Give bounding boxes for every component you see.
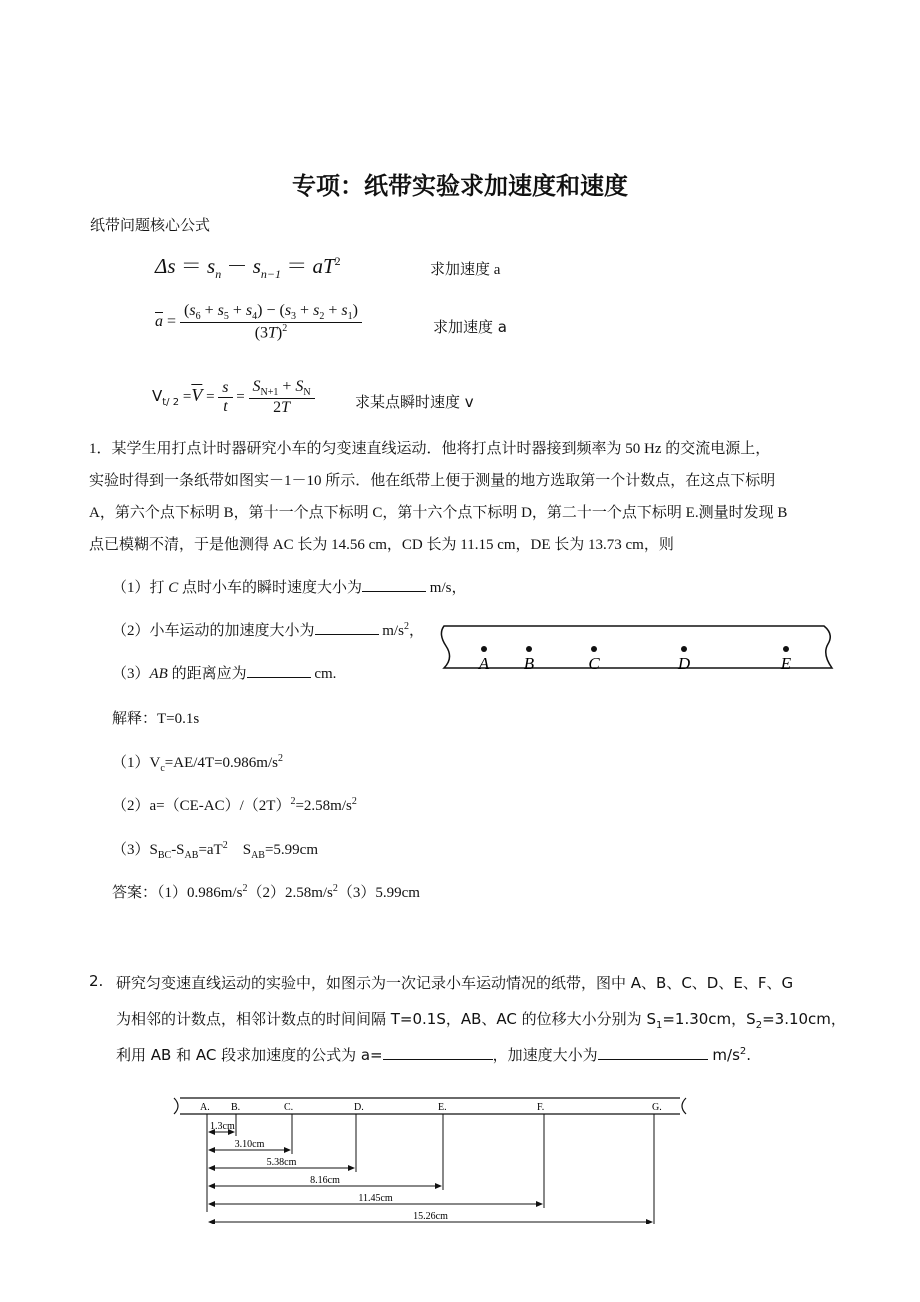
q1-sub-3-unit: cm. bbox=[310, 666, 337, 682]
q1-sub-1-point: C bbox=[168, 580, 179, 596]
q1-explanation-1: $(1)V_c=AE/4T=0.986m/s^2$ bbox=[112, 753, 283, 774]
tape-label-c: C bbox=[588, 654, 600, 673]
e3-a: （3）S bbox=[112, 842, 158, 858]
q1-explanation-title: 解释：T=0.1s bbox=[112, 711, 200, 727]
e1-b: =AE/4T=0.986m/s bbox=[164, 755, 278, 771]
q2-arrowhead-right-3 bbox=[348, 1165, 355, 1171]
q2-point-label-3: C. bbox=[284, 1102, 294, 1113]
q2-measure-label-3: 5.38cm bbox=[266, 1157, 297, 1168]
q2-l2-a: 为相邻的计数点，相邻计数点的时间间隔 T=0.1S，AB、AC 的位移大小分别为 S bbox=[116, 1010, 656, 1028]
formula-3-prefix: V bbox=[152, 387, 163, 406]
q2-point-label-6: F. bbox=[537, 1102, 545, 1113]
e2-b: =2.58m/s bbox=[295, 798, 352, 814]
q2-arrowhead-left-4 bbox=[208, 1183, 215, 1189]
q2-point-label-2: B. bbox=[231, 1102, 241, 1113]
q1-tape-outline bbox=[441, 626, 832, 668]
q2-point-label-5: E. bbox=[438, 1102, 447, 1113]
q1-line-1: 1．某学生用打点计时器研究小车的匀变速直线运动．他将打点计时器接到频率为 50 Hz 的交流电源上， bbox=[89, 441, 771, 457]
ans-b: （2）2.58m/s bbox=[247, 885, 333, 901]
tape-dot-d bbox=[681, 646, 687, 652]
q2-arrowhead-left-5 bbox=[208, 1201, 215, 1207]
formula-average-acceleration: $\overline{a}$ = $\frac{(s_6 + s_5 + s_4) - (s_3 + s_2 + s_1)}{(3T)^2}$ bbox=[155, 302, 362, 343]
formula-1-note: 求加速度 a bbox=[430, 262, 501, 278]
formula-delta-s: $\Delta s = s_n - s_{n-1} = aT^2$ bbox=[155, 254, 341, 282]
q2-arrowhead-left-3 bbox=[208, 1165, 215, 1171]
q2-l3-d: . bbox=[746, 1046, 752, 1064]
tape-dot-a bbox=[481, 646, 487, 652]
q2-point-label-1: A. bbox=[200, 1102, 210, 1113]
formula-instant-velocity: $V_{t/ 2} =\overline{V}$ = $\frac{s}{t}$ = $\frac{S_{N+1} + S_N}{2T}$ bbox=[152, 378, 315, 417]
q2-arrowhead-left-2 bbox=[208, 1147, 215, 1153]
q2-point-label-7: G. bbox=[652, 1102, 662, 1113]
q1-sub-3-seg: AB bbox=[149, 666, 168, 682]
formula-2-note: 求加速度 a bbox=[433, 318, 507, 336]
e3-sub3: AB bbox=[251, 850, 265, 861]
formula-3-sub: t/ 2 bbox=[162, 397, 180, 409]
q1-sub-1-unit: m/s， bbox=[426, 580, 467, 596]
q2-line-3: 利用 AB 和 AC 段求加速度的公式为 a= ，加速度大小为 $m/s^2$. bbox=[116, 1046, 752, 1064]
intro-heading: 纸带问题核心公式 bbox=[90, 216, 211, 234]
q2-l3-a: 利用 AB 和 AC 段求加速度的公式为 a= bbox=[116, 1046, 383, 1064]
q2-line-2 bbox=[116, 1008, 846, 1031]
e2-a: （2）a=（CE-AC）/（2T） bbox=[112, 798, 291, 814]
tape-label-b: B bbox=[523, 654, 535, 673]
q1-sub-2-a: （2）小车运动的加速度大小为 bbox=[112, 623, 315, 639]
ans-a: 答案：（1）0.986m/s bbox=[112, 885, 243, 901]
q1-sub-3-a: （3） bbox=[112, 666, 150, 682]
q1-sub-1-a: （1）打 bbox=[112, 580, 169, 596]
q2-value-blank[interactable] bbox=[598, 1059, 708, 1060]
q1-paper-tape-figure bbox=[436, 620, 836, 678]
q2-measure-label-1: 1.3cm bbox=[210, 1121, 235, 1132]
e1-sub: c bbox=[160, 763, 165, 774]
q1-answer-blank-1[interactable] bbox=[362, 591, 426, 592]
tape-label-a: A bbox=[478, 654, 490, 673]
e3-sub2: AB bbox=[184, 850, 199, 861]
q2-l3-b: ，加速度大小为 bbox=[492, 1046, 598, 1064]
q1-answer-blank-3[interactable] bbox=[247, 677, 311, 678]
e3-b: -S bbox=[171, 842, 185, 858]
q1-explanation-2: $(2)a=(CE-AC)/(2T)^2=2.58m/s^2$ bbox=[112, 796, 357, 814]
q2-point-label-4: D. bbox=[354, 1102, 364, 1113]
q2-arrowhead-right-2 bbox=[284, 1147, 291, 1153]
q2-measure-label-5: 11.45cm bbox=[358, 1193, 393, 1204]
q2-measure-label-2: 3.10cm bbox=[234, 1139, 265, 1150]
q1-answer-blank-2[interactable] bbox=[315, 634, 379, 635]
q1-sub-2-end: ， bbox=[408, 623, 424, 639]
formula-3-note: 求某点瞬时速度 v bbox=[355, 393, 474, 411]
tape-label-e: E bbox=[780, 654, 792, 673]
q1-line-2: 实验时得到一条纸带如图实－1－10 所示．他在纸带上便于测量的地方选取第一个计数点，在这点下标明 bbox=[89, 473, 776, 489]
e3-sub1: BC bbox=[157, 850, 172, 861]
q1-sub-3-c: 的距离应为 bbox=[167, 666, 247, 682]
q1-sub-3 bbox=[112, 662, 336, 683]
q1-line-4: 点已模糊不清，于是他测得 AC 长为 14.56 cm，CD 长为 11.15 cm，DE 长为 13.73 cm，则 bbox=[89, 537, 674, 553]
page-title: 专项：纸带实验求加速度和速度 bbox=[292, 172, 628, 200]
q2-measure-label-6: 15.26cm bbox=[413, 1211, 448, 1222]
q2-paper-tape-figure bbox=[170, 1094, 690, 1224]
q2-number: 2. bbox=[89, 972, 104, 990]
e3-d: S bbox=[227, 842, 252, 858]
q1-sub-2-unit: m/s bbox=[378, 623, 404, 639]
tape-dot-e bbox=[783, 646, 789, 652]
q2-formula-blank[interactable] bbox=[383, 1059, 493, 1060]
q2-l3-c: m/s bbox=[707, 1046, 740, 1064]
q1-answer: 答案：$(1)0.986m/s^2(2)2.58m/s^2(3)5.99cm$ bbox=[112, 883, 420, 901]
ans-c: （3）5.99cm bbox=[337, 885, 420, 901]
e3-c: =aT bbox=[198, 842, 223, 858]
e1-a: （1）V bbox=[112, 755, 161, 771]
tape-label-d: D bbox=[677, 654, 691, 673]
q1-sub-2: （2）小车运动的加速度大小为 $m/s^2$， bbox=[112, 621, 424, 639]
q2-l2-sub1: 1 bbox=[655, 1020, 663, 1031]
q2-l2-sub2: 2 bbox=[755, 1020, 763, 1031]
tape-dot-b bbox=[526, 646, 532, 652]
q2-measure-label-4: 8.16cm bbox=[310, 1175, 340, 1186]
q2-arrowhead-right-5 bbox=[536, 1201, 543, 1207]
tape-dot-c bbox=[591, 646, 597, 652]
q2-arrowhead-right-4 bbox=[435, 1183, 442, 1189]
q1-line-3: A，第六个点下标明 B，第十一个点下标明 C，第十六个点下标明 D，第二十一个点下标明 E.测量时发现 B bbox=[89, 505, 788, 521]
q2-l2-b: =1.30cm，S bbox=[662, 1010, 756, 1028]
q2-l2-c: =3.10cm， bbox=[762, 1010, 846, 1028]
q1-explanation-3: $(3)S_{BC}-S_{AB}=aT^2$ $S_{AB}=5.99cm$ bbox=[112, 840, 319, 861]
e3-e: =5.99cm bbox=[264, 842, 319, 858]
q2-line-1: 研究匀变速直线运动的实验中，如图示为一次记录小车运动情况的纸带，图中 A、B、C、D、E、F、G bbox=[116, 974, 794, 992]
q1-sub-1 bbox=[112, 576, 466, 597]
q1-sub-1-c: 点时小车的瞬时速度大小为 bbox=[178, 580, 363, 596]
